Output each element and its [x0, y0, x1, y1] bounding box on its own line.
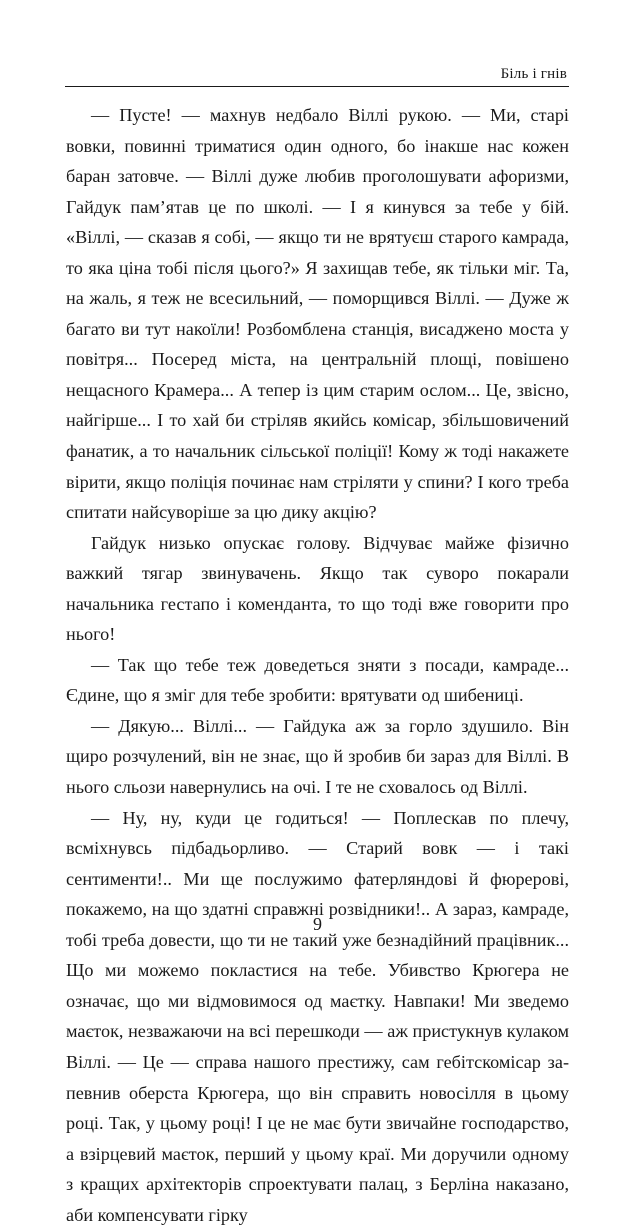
paragraph: Гайдук низько опускає голову. Відчуває майже фізично важкий тягар звинувачень. Якщо так суворо покарали начальника гестапо і коменданта, то що тоді вже говорити про нього! — [66, 532, 569, 645]
paragraph: — Пусте! — махнув недбало Віллі рукою. — Ми, старі вовки, повинні триматися один одного, бо інакше нас кожен баран затовче. — Віллі дуже любив проголошувати афоризми, Гайдук пам’ятав це по школі. — І я кинувся за тебе у бій. «Віллі, — сказав я собі, — якщо ти не врятуєш старого камрада, то яка ціна тобі після цього?» Я захищав тебе, як тільки міг. Та, на жаль, я теж не всесильний, — поморщився Віллі. — Дуже ж багато ви тут накоїли! Розбомблена станція, висаджено моста у повітря... Посеред міста, на центральній площі, повішено нещасного Крамера... А тепер із цим старим ослом... Це, звісно, найгірше... І то хай би стріляв якийсь комісар, збільшовичений фанатик, а то начальник сільської поліції! Кому ж тоді накажете вірити, якщо поліція починає нам стріляти у спини? І кого треба спитати найсуворіше за цю дику акцію? — [66, 105, 569, 523]
paragraph: — Так що тебе теж доведеться зняти з посади, камраде... Єдине, що я зміг для тебе зробити: врятувати од шибениці. — [66, 654, 569, 706]
page-number: 9 — [313, 914, 322, 934]
page-header — [0, 0, 635, 92]
body-text — [66, 100, 569, 1230]
header-rule — [65, 86, 569, 87]
running-title: Біль і гнів — [500, 66, 567, 82]
paragraph: — Ну, ну, куди це годиться! — Поплескав по плечу, всміхнувсь підбадьорливо. — Старий вовк — і такі сентименти!.. Ми ще послужимо фатерляндові й фюрерові, покажемо, на що здатні справжні розвідники!.. А зараз, камраде, тобі треба довести, що ти не такий уже безнадійний працівник... Що ми можемо покластися на тебе. Убивство Крюгера не означає, що ми відмовимося од маєтку. Навпаки! Ми зведемо маєток, незважаючи на всі перешкоди — аж пристукнув кулаком Віллі. — Це — справа нашого престижу, сам гебітскомісар запевнив оберста Крюгера, що він справить новосілля в цьому році. Так, у цьому році! І це не має бути звичайне господарство, а взірцевий маєток, перший у цьому краї. Ми доручили одному з кращих архітекторів спроектувати палац, з Берліна наказано, аби компенсувати гірку — [66, 807, 569, 1225]
paragraph: — Дякую... Віллі... — Гайдука аж за горло здушило. Він щиро розчулений, він не знає, що й зробив би зараз для Віллі. В нього сльози навернулись на очі. І те не сховалось од Віллі. — [66, 715, 569, 798]
